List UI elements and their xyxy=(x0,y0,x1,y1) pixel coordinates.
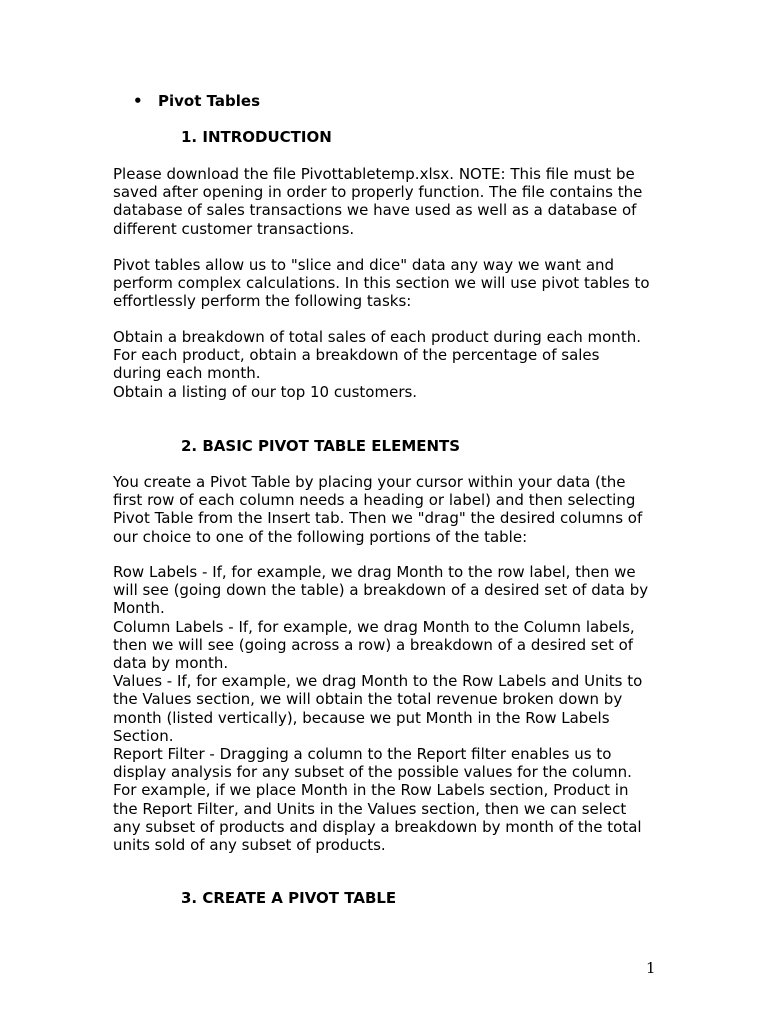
text-line: data by month. xyxy=(113,654,229,673)
paragraph-create-pivot xyxy=(113,473,673,546)
text-line: first row of each column needs a heading or label) and then selecting xyxy=(113,491,636,510)
text-line: Report Filter - Dragging a column to the Report filter enables us to xyxy=(113,745,612,764)
text-line: will see (going down the table) a breakdown of a desired set of data by xyxy=(113,581,649,600)
text-line: Column Labels - If, for example, we drag Month to the Column labels, xyxy=(113,617,635,636)
paragraph-tasks xyxy=(113,328,673,401)
text-line: during each month. xyxy=(113,364,261,383)
section-heading-introduction: 1. INTRODUCTION xyxy=(181,128,332,146)
text-line: Values - If, for example, we drag Month to the Row Labels and Units to xyxy=(113,672,643,691)
text-line: units sold of any subset of products. xyxy=(113,836,386,855)
text-line: Obtain a listing of our top 10 customers. xyxy=(113,382,418,401)
text-line: For example, if we place Month in the Row Labels section, Product in xyxy=(113,781,629,800)
text-line: display analysis for any subset of the possible values for the column. xyxy=(113,763,632,782)
text-line: database of sales transactions we have used as well as a database of xyxy=(113,201,637,220)
text-line: saved after opening in order to properly function. The file contains the xyxy=(113,183,643,202)
page-number: 1 xyxy=(646,959,656,977)
text-line: our choice to one of the following portions of the table: xyxy=(113,527,528,546)
text-line: You create a Pivot Table by placing your cursor within your data (the xyxy=(113,473,626,491)
section-heading-create-pivot: 3. CREATE A PIVOT TABLE xyxy=(181,889,397,907)
text-line: Month. xyxy=(113,599,165,618)
paragraph-table-portions xyxy=(113,563,673,854)
text-line: effortlessly perform the following tasks: xyxy=(113,292,412,311)
text-line: then we will see (going across a row) a breakdown of a desired set of xyxy=(113,635,634,654)
text-line: any subset of products and display a breakdown by month of the total xyxy=(113,817,642,836)
text-line: Obtain a breakdown of total sales of each product during each month. xyxy=(113,328,641,346)
text-line: perform complex calculations. In this section we will use pivot tables to xyxy=(113,274,650,293)
text-line: Pivot Table from the Insert tab. Then we "drag" the desired columns of xyxy=(113,509,643,528)
text-line: For each product, obtain a breakdown of the percentage of sales xyxy=(113,346,600,365)
text-line: month (listed vertically), because we put Month in the Row Labels xyxy=(113,708,610,727)
text-line: Section. xyxy=(113,726,174,745)
paragraph-pivot-intro xyxy=(113,256,673,311)
bullet-symbol: • xyxy=(133,92,143,110)
bullet-text: Pivot Tables xyxy=(158,92,261,110)
text-line: Please download the file Pivottabletemp.xlsx. NOTE: This file must be xyxy=(113,165,635,183)
section-heading-basic-elements: 2. BASIC PIVOT TABLE ELEMENTS xyxy=(181,437,461,455)
text-line: the Values section, we will obtain the total revenue broken down by xyxy=(113,690,623,709)
text-line: Pivot tables allow us to "slice and dice" data any way we want and xyxy=(113,256,615,274)
text-line: different customer transactions. xyxy=(113,219,355,238)
text-line: Row Labels - If, for example, we drag Month to the row label, then we xyxy=(113,563,636,581)
bullet-item xyxy=(133,92,260,110)
text-line: the Report Filter, and Units in the Values section, then we can select xyxy=(113,799,627,818)
paragraph-download xyxy=(113,165,673,238)
